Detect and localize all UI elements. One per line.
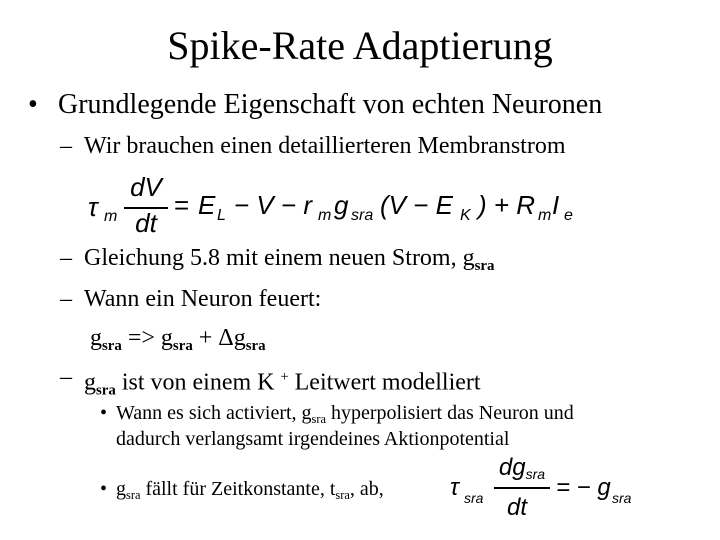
- eq-I: I: [552, 190, 560, 220]
- bullet-marker: •: [100, 478, 108, 500]
- eq2-rhs-sub: sra: [612, 490, 632, 506]
- dash-marker: –: [60, 364, 72, 390]
- eq-EL-sub: L: [217, 207, 226, 224]
- sub-bullet-text: Wann ein Neuron feuert:: [84, 286, 322, 312]
- dash-marker: –: [60, 286, 72, 312]
- eq-minus-v: − V − r: [234, 190, 313, 220]
- eq-tau-sub: m: [104, 208, 118, 225]
- bullet-marker: •: [100, 402, 108, 424]
- bullet-text: gsra fällt für Zeitkonstante, tsra, ab,: [116, 478, 384, 502]
- sub-bullet-text: $g_{sra}$ ist von einem K + Leitwert modelliert: [84, 369, 481, 399]
- eq-g: g: [334, 190, 349, 220]
- eq2-tau-sub: sra: [464, 490, 484, 506]
- eq-EK-sub: K: [460, 207, 471, 224]
- slide-title: Spike-Rate Adaptierung: [167, 23, 553, 68]
- eq-r-sub: m: [318, 207, 332, 224]
- eq-fraction-denominator: dt: [135, 208, 157, 238]
- bullet-text-line2: dadurch verlangsamt irgendeines Aktionpotential: [116, 428, 510, 450]
- sub-bullet-text: Gleichung 5.8 mit einem neuen Strom, $g_{sra}$: [84, 245, 495, 274]
- dash-marker: –: [60, 245, 72, 271]
- bullet-text: Grundlegende Eigenschaft von echten Neuronen: [58, 89, 603, 120]
- eq2-fraction-bar: [494, 487, 550, 489]
- eq2-numerator: dgsra: [498, 454, 546, 483]
- eq-I-sub: e: [564, 207, 573, 224]
- eq2-rhs: = − g: [556, 474, 611, 501]
- eq-fraction-numerator: dV: [130, 172, 162, 202]
- eq2-denominator: dt: [506, 494, 527, 521]
- eq-tau: τ: [88, 192, 98, 222]
- eq-EL: E: [198, 190, 216, 220]
- eq2-tau: τ: [450, 474, 459, 501]
- eq-g-sub: sra: [351, 207, 374, 224]
- dash-marker: –: [60, 133, 72, 159]
- update-rule: $g_{sra} => g_{sra} + \Delta g_{sra}$: [90, 325, 266, 354]
- eq-paren-close: ) + R: [478, 190, 536, 220]
- eq-R-sub: m: [538, 207, 552, 224]
- eq-equals: =: [174, 190, 190, 220]
- bullet-text-line1: Wann es sich activiert, gsra hyperpolisiert das Neuron und: [116, 402, 574, 426]
- eq-paren-open: (V − E: [380, 190, 453, 220]
- bullet-marker: •: [28, 89, 38, 120]
- sub-bullet-text: Wir brauchen einen detaillierteren Membranstrom: [84, 133, 566, 159]
